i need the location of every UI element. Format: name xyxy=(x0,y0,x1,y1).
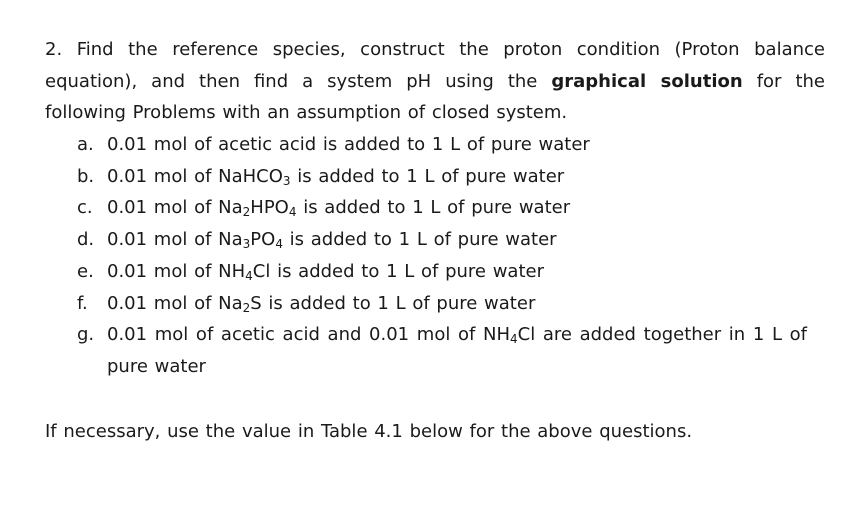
list-item-text xyxy=(107,229,557,250)
list-item xyxy=(77,319,807,382)
text-run: 0.01 mol of Na xyxy=(107,229,243,251)
text-run: 0.01 mol of Na xyxy=(107,197,243,219)
list-item-marker: g. xyxy=(77,324,95,346)
problem-intro: 2. Find the reference species, construct the proton condition (Proton balance equation), and then find a system pH using the xyxy=(45,39,825,92)
list-item-marker: e. xyxy=(77,260,94,282)
subscript: 4 xyxy=(288,205,297,220)
text-run: 0.01 mol of Na xyxy=(107,292,243,314)
subscript: 4 xyxy=(509,332,518,347)
list-item-marker: c. xyxy=(77,197,93,219)
list-item xyxy=(77,288,807,320)
footer-note: If necessary, use the value in Table 4.1 below for the above questions. xyxy=(45,421,693,442)
problem-statement xyxy=(45,34,825,129)
list-item-marker: f. xyxy=(77,292,88,314)
text-run: is added to 1 L of pure water xyxy=(290,165,565,187)
text-run: S is added to 1 L of pure water xyxy=(250,292,536,314)
subscript: 4 xyxy=(245,268,253,283)
list-item xyxy=(77,256,807,288)
list-item-text xyxy=(107,261,544,282)
list-item xyxy=(77,161,807,193)
subscript: 4 xyxy=(275,237,283,252)
text-run: 0.01 mol of acetic acid and 0.01 mol of NH xyxy=(107,324,510,346)
problem-list xyxy=(77,129,807,383)
problem-outro: for the following Problems with an assumption of closed system. xyxy=(45,70,825,123)
list-item-text xyxy=(107,324,807,377)
list-item-text xyxy=(107,134,590,155)
text-run: HPO xyxy=(250,197,289,219)
list-item xyxy=(77,192,807,224)
text-run: 0.01 mol of NH xyxy=(107,260,246,282)
text-run: is added to 1 L of pure water xyxy=(296,197,571,219)
text-run: 0.01 mol of acetic acid is added to 1 L of pure water xyxy=(107,134,590,155)
text-run: 0.01 mol of NaHCO xyxy=(107,165,283,187)
list-item-marker: a. xyxy=(77,134,94,155)
list-item-marker: b. xyxy=(77,165,95,187)
list-item-marker: d. xyxy=(77,229,95,251)
list-item xyxy=(77,224,807,256)
list-item-text xyxy=(107,293,535,314)
list-item xyxy=(77,129,807,161)
problem-emphasis: graphical solution xyxy=(551,70,743,92)
text-run: is added to 1 L of pure water xyxy=(282,229,557,251)
subscript: 3 xyxy=(282,173,291,188)
text-run: PO xyxy=(250,229,276,251)
subscript: 2 xyxy=(242,205,251,220)
list-item-text xyxy=(107,166,564,187)
subscript: 3 xyxy=(242,237,251,252)
list-item-text xyxy=(107,197,570,218)
text-run: Cl is added to 1 L of pure water xyxy=(252,260,544,282)
subscript: 2 xyxy=(242,300,251,315)
text-run: Cl are added together in 1 L of pure water xyxy=(107,324,807,377)
